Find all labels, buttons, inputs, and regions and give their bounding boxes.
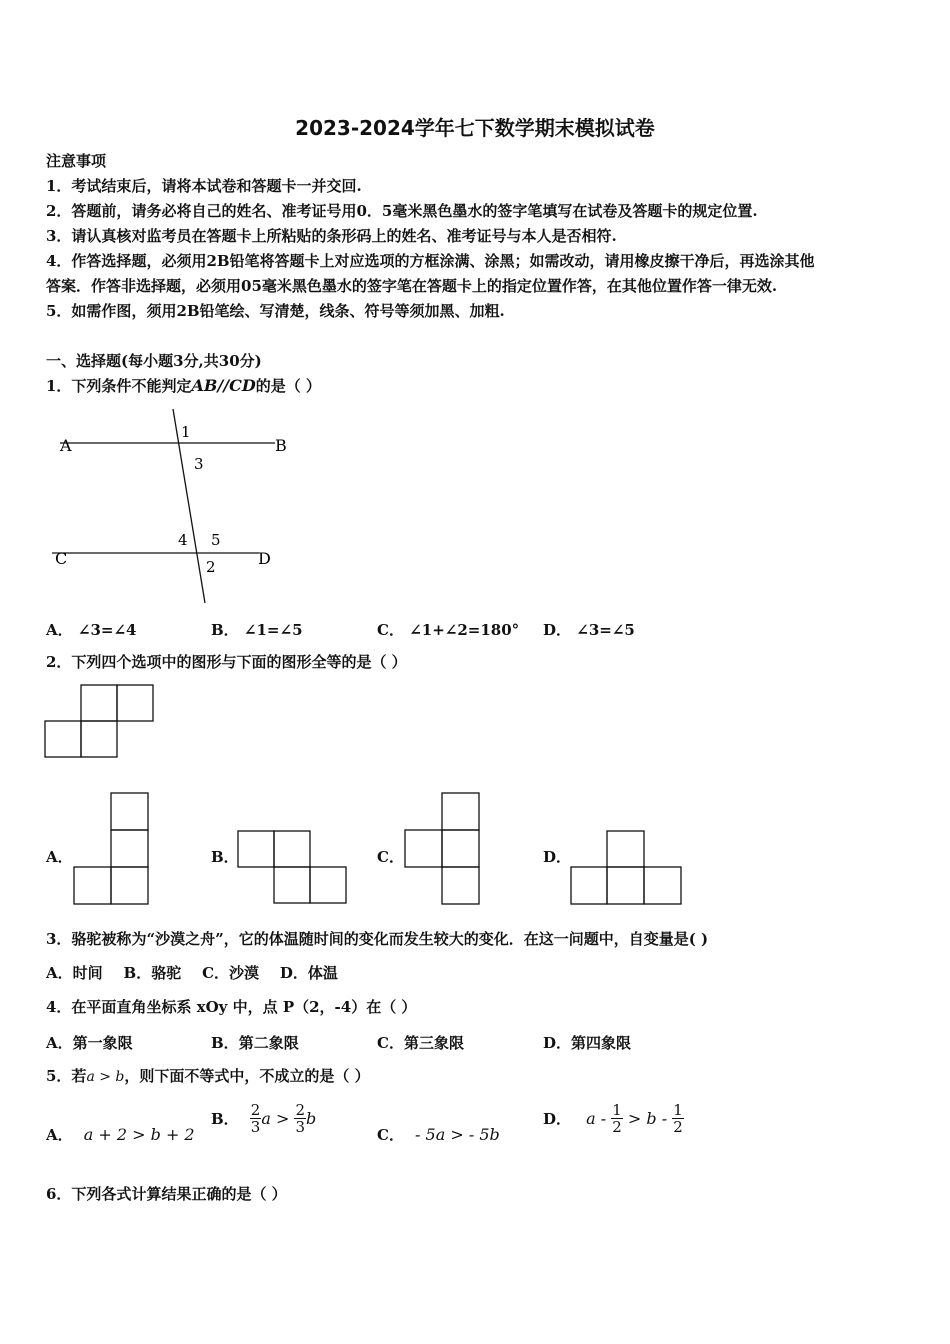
page-title: 2023-2024学年七下数学期末模拟试卷 bbox=[295, 116, 655, 140]
q4-option-d[interactable] bbox=[543, 1032, 631, 1053]
q4-option-b-letter: B． bbox=[211, 1034, 239, 1052]
q5-option-d-letter: D． bbox=[543, 1110, 572, 1128]
q5-stem-math: a > b bbox=[86, 1069, 125, 1085]
label-angle-5: 5 bbox=[211, 531, 221, 549]
notice-item-2: 2．答题前，请务必将自己的姓名、准考证号用0．5毫米黑色墨水的签字笔填写在试卷及答题卡的规定位置. bbox=[46, 202, 758, 220]
q1-parallel-lines-figure bbox=[46, 405, 306, 610]
notice-item-4-cont: 答案．作答非选择题，必须用05毫米黑色墨水的签字笔在答题卡上的指定位置作答，在其他位置作答一律无效. bbox=[46, 277, 778, 295]
label-a: A bbox=[60, 436, 72, 455]
label-angle-2: 2 bbox=[206, 558, 216, 576]
q1-option-b[interactable] bbox=[211, 619, 303, 640]
label-angle-4: 4 bbox=[178, 531, 188, 549]
q4-option-c[interactable] bbox=[377, 1032, 464, 1053]
q1-option-a-letter: A． bbox=[46, 621, 73, 639]
ref-cell-top-right bbox=[117, 685, 153, 721]
q4-option-a-letter: A． bbox=[46, 1034, 73, 1052]
d-cell-4 bbox=[644, 867, 681, 904]
q5-stem-suffix: ，则下面不等式中，不成立的是（ ） bbox=[124, 1067, 370, 1085]
q5-b-right-num: 2 bbox=[295, 1101, 305, 1119]
q4-option-a[interactable] bbox=[46, 1032, 133, 1053]
d-cell-3 bbox=[607, 867, 644, 904]
q5-option-a-letter: A． bbox=[46, 1126, 73, 1144]
q1-option-c-text: ∠1+∠2=180° bbox=[409, 621, 520, 639]
q5-d-left-den: 2 bbox=[612, 1118, 622, 1136]
q2-option-c-letter[interactable]: C． bbox=[377, 848, 404, 866]
q4-option-a-text: 第一象限 bbox=[72, 1034, 133, 1052]
label-b: B bbox=[275, 436, 287, 455]
q1-option-c-letter: C． bbox=[377, 621, 404, 639]
q5-b-right-var: b bbox=[306, 1109, 317, 1128]
q5-option-c-letter: C． bbox=[377, 1126, 404, 1144]
a-cell-1 bbox=[111, 793, 148, 830]
q2-option-d-letter[interactable]: D． bbox=[543, 848, 572, 866]
q5-option-c-expr: - 5a > - 5b bbox=[415, 1125, 500, 1144]
q5-b-op: > bbox=[270, 1109, 295, 1128]
q5-b-left-den: 3 bbox=[250, 1118, 261, 1136]
question-1-stem bbox=[46, 376, 321, 396]
q5-stem-prefix: 5．若 bbox=[46, 1067, 87, 1085]
q4-option-b-text: 第二象限 bbox=[238, 1034, 299, 1052]
ref-cell-bottom-middle bbox=[81, 721, 117, 757]
q2-reference-shape bbox=[44, 683, 158, 761]
c-cell-1 bbox=[442, 793, 479, 830]
q1-option-d-letter: D． bbox=[543, 621, 572, 639]
question-4-stem: 4．在平面直角坐标系 xOy 中，点 P（2，-4）在（ ） bbox=[46, 998, 417, 1016]
c-cell-2 bbox=[405, 830, 442, 867]
q1-option-d-text: ∠3=∠5 bbox=[576, 621, 635, 639]
q4-option-d-letter: D． bbox=[543, 1034, 572, 1052]
q5-b-right-den: 3 bbox=[295, 1118, 305, 1136]
q2-option-d-shape[interactable] bbox=[569, 829, 685, 907]
q3-options[interactable]: A．时间 B．骆驼 C．沙漠 D．体温 bbox=[46, 964, 338, 982]
q1-option-c[interactable] bbox=[377, 619, 519, 640]
q2-option-a-shape[interactable] bbox=[72, 791, 152, 907]
q5-b-fraction-left bbox=[250, 1102, 262, 1135]
q4-option-d-text: 第四象限 bbox=[571, 1034, 632, 1052]
q1-stem-math: AB//CD bbox=[191, 376, 256, 395]
q5-d-fraction-left bbox=[611, 1102, 623, 1135]
section-heading: 一、选择题(每小题3分,共30分) bbox=[46, 352, 262, 370]
q5-option-c[interactable] bbox=[377, 1124, 500, 1145]
q5-option-d[interactable] bbox=[543, 1102, 684, 1135]
label-c: C bbox=[55, 549, 68, 568]
b-cell-3 bbox=[274, 867, 310, 903]
notice-item-4: 4．作答选择题，必须用2B铅笔将答题卡上对应选项的方框涂满、涂黑；如需改动，请用橡皮擦干净后，再选涂其他 bbox=[46, 252, 815, 270]
notice-item-5: 5．如需作图，须用2B铅笔绘、写清楚，线条、符号等须加黑、加粗. bbox=[46, 302, 505, 320]
a-cell-4 bbox=[111, 867, 148, 904]
a-cell-2 bbox=[111, 830, 148, 867]
q5-option-b-letter: B． bbox=[211, 1110, 239, 1128]
label-angle-3: 3 bbox=[194, 455, 204, 473]
q2-option-b-shape[interactable] bbox=[236, 829, 350, 907]
q2-option-a-letter[interactable]: A． bbox=[46, 848, 73, 866]
d-cell-2 bbox=[571, 867, 607, 904]
q5-d-right-den: 2 bbox=[673, 1118, 683, 1136]
q1-stem-suffix: 的是（ ） bbox=[255, 377, 321, 395]
q2-option-b-letter[interactable]: B． bbox=[211, 848, 239, 866]
question-5-stem bbox=[46, 1066, 370, 1087]
q1-stem-prefix: 1．下列条件不能判定 bbox=[46, 377, 192, 395]
q5-option-b[interactable] bbox=[211, 1102, 316, 1135]
b-cell-4 bbox=[310, 867, 346, 903]
notice-item-1: 1．考试结束后，请将本试卷和答题卡一并交回. bbox=[46, 177, 362, 195]
ref-cell-bottom-left bbox=[45, 721, 81, 757]
q5-d-op: > b - bbox=[622, 1109, 673, 1128]
q5-b-left-var: a bbox=[261, 1109, 271, 1128]
q5-d-left-num: 1 bbox=[612, 1101, 622, 1119]
q1-option-b-letter: B． bbox=[211, 621, 239, 639]
q5-d-right-num: 1 bbox=[673, 1101, 683, 1119]
q5-b-fraction-right bbox=[294, 1102, 306, 1135]
ref-cell-top-middle bbox=[81, 685, 117, 721]
q4-option-c-letter: C． bbox=[377, 1034, 404, 1052]
q5-d-left: a - bbox=[586, 1109, 612, 1128]
label-d: D bbox=[258, 549, 271, 568]
label-angle-1: 1 bbox=[181, 423, 191, 441]
d-cell-1 bbox=[607, 831, 644, 867]
a-cell-3 bbox=[74, 867, 111, 904]
q5-d-fraction-right bbox=[672, 1102, 684, 1135]
q4-option-c-text: 第三象限 bbox=[403, 1034, 464, 1052]
q1-option-b-text: ∠1=∠5 bbox=[243, 621, 303, 639]
q4-option-b[interactable] bbox=[211, 1032, 299, 1053]
q1-option-a-text: ∠3=∠4 bbox=[77, 621, 137, 639]
q5-option-a-expr: a + 2 > b + 2 bbox=[83, 1125, 195, 1144]
c-cell-4 bbox=[442, 867, 479, 904]
notice-heading: 注意事项 bbox=[46, 152, 107, 170]
c-cell-3 bbox=[442, 830, 479, 867]
q5-option-a[interactable] bbox=[46, 1124, 195, 1145]
question-2-stem: 2．下列四个选项中的图形与下面的图形全等的是（ ） bbox=[46, 653, 407, 671]
notice-item-3: 3．请认真核对监考员在答题卡上所粘贴的条形码上的姓名、准考证号与本人是否相符. bbox=[46, 227, 617, 245]
b-cell-1 bbox=[238, 831, 274, 867]
question-3-stem: 3．骆驼被称为“沙漠之舟”，它的体温随时间的变化而发生较大的变化．在这一问题中，自变量是( ) bbox=[46, 930, 709, 948]
q1-option-a[interactable] bbox=[46, 619, 136, 640]
b-cell-2 bbox=[274, 831, 310, 867]
question-6-stem: 6．下列各式计算结果正确的是（ ） bbox=[46, 1185, 287, 1203]
q2-option-c-shape[interactable] bbox=[403, 791, 483, 907]
q1-option-d[interactable] bbox=[543, 619, 635, 640]
q5-b-left-num: 2 bbox=[250, 1101, 261, 1119]
